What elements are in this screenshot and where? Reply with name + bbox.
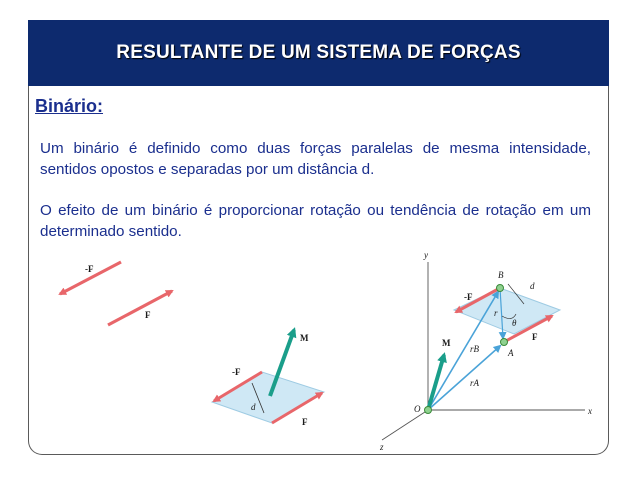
slide-title: RESULTANTE DE UM SISTEMA DE FORÇAS <box>116 42 521 63</box>
z-axis-label: z <box>380 442 384 452</box>
distance-label-3: d <box>530 281 535 291</box>
neg-force-label-2: -F <box>232 367 241 377</box>
angle-label: θ <box>512 318 517 328</box>
figure-parallel-forces <box>60 262 172 325</box>
paragraph-effect: O efeito de um binário é proporcionar rotação ou tendência de rotação em um determinado sentido. <box>40 202 591 240</box>
point-a-marker <box>501 339 508 346</box>
point-b-marker <box>497 285 504 292</box>
x-axis-label: x <box>588 406 592 416</box>
point-a-label: A <box>508 348 514 358</box>
paragraph-definition: Um binário é definido como duas forças paralelas de mesma intensidade, sentidos opostos e separadas por um distância d. <box>40 140 591 178</box>
r-label: r <box>494 308 498 318</box>
origin-label: O <box>414 404 421 414</box>
plane-shape <box>212 372 324 423</box>
rb-label: rB <box>470 344 479 354</box>
origin-marker <box>425 407 432 414</box>
ra-label: rA <box>470 378 479 388</box>
y-axis-label: y <box>424 250 428 260</box>
moment-label-3: M <box>442 338 451 348</box>
neg-force-label-3: -F <box>464 292 473 302</box>
force-label-3: F <box>532 332 538 342</box>
point-b-label: B <box>498 270 504 280</box>
moment-arrow-3 <box>428 355 444 410</box>
neg-force-label: -F <box>85 264 94 274</box>
force-label-2: F <box>302 417 308 427</box>
moment-label: M <box>300 333 309 343</box>
section-heading: Binário: <box>35 96 104 116</box>
z-axis-line <box>382 410 428 440</box>
figure-3d-couple <box>379 250 592 452</box>
force-arrow <box>108 291 172 325</box>
distance-label: d <box>251 402 256 412</box>
force-label: F <box>145 310 151 320</box>
figure-couple-plane <box>212 330 324 427</box>
